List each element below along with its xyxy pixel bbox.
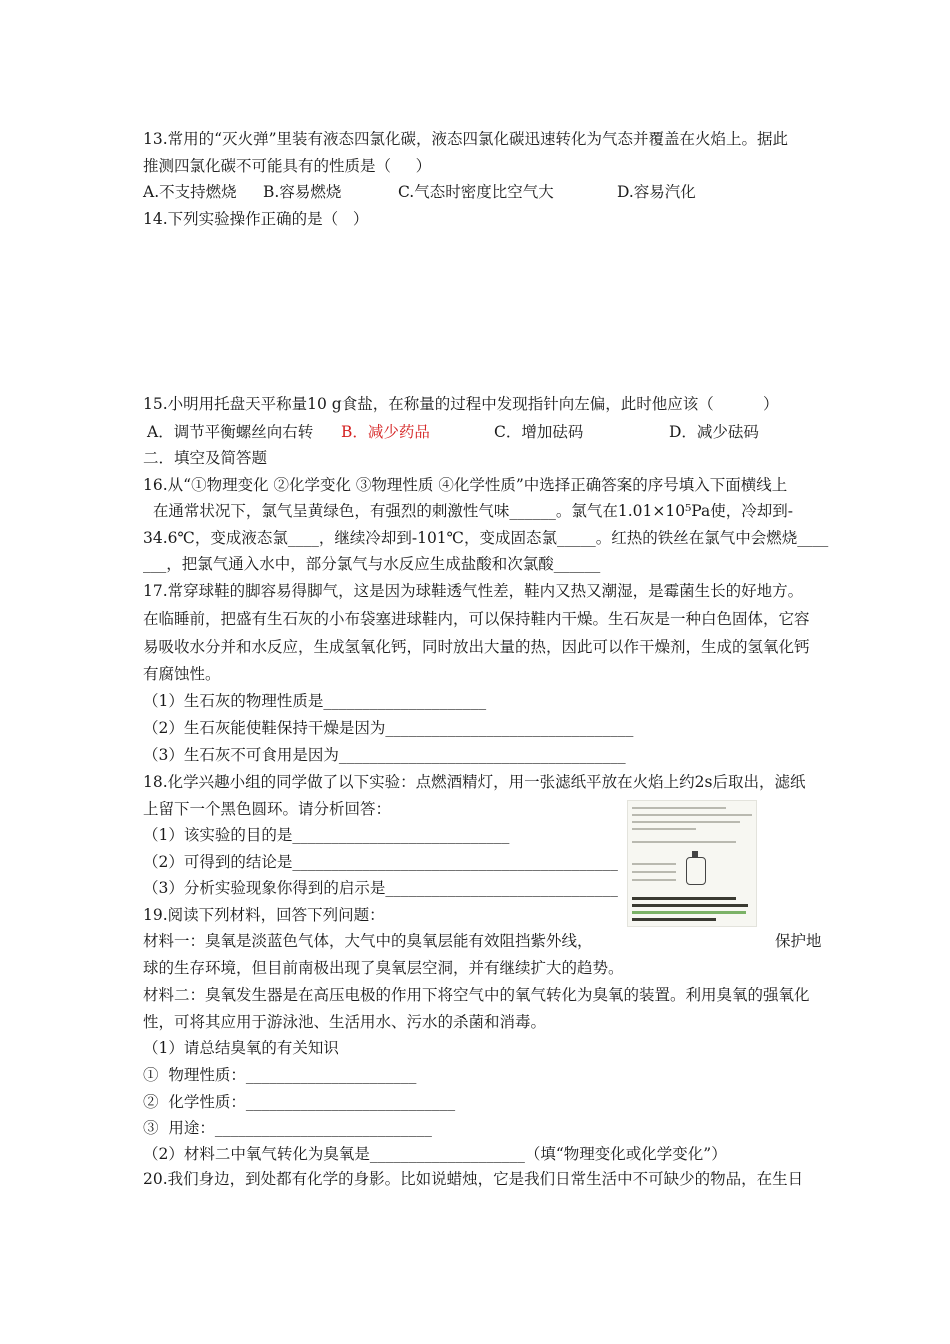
q18-sub-1: （1）该实验的目的是____________________________ [143,826,510,844]
q15-option-a: A．调节平衡螺丝向右转 [147,423,314,441]
q19-use: ③ 用途：____________________________ [143,1119,432,1137]
q19-physical: ① 物理性质：______________________ [143,1066,417,1084]
q17-line-1: 17.常穿球鞋的脚容易得脚气，这是因为球鞋透气性差，鞋内又热又潮湿，是霉菌生长的好地方。 [143,582,804,600]
q13-line-2: 推测四氯化碳不可能具有的性质是（ ） [143,157,432,175]
q17-sub-3: （3）生石灰不可食用是因为_____________________________________ [143,746,626,764]
q19-material-1-c: 球的生存环境，但目前南极出现了臭氧层空洞，并有继续扩大的趋势。 [143,959,624,977]
q16-line-2: 在通常状况下，氯气呈黄绿色，有强烈的刺激性气味______。氯气在1.01×10⁵Pa使，冷却到- [143,502,794,520]
q13-option-c: C.气态时密度比空气大 [398,183,554,201]
q13-option-b: B.容易燃烧 [263,183,342,201]
q13-option-d: D.容易汽化 [617,183,696,201]
q17-sub-1: （1）生石灰的物理性质是_____________________ [143,692,487,710]
q17-line-2: 在临睡前，把盛有生石灰的小布袋塞进球鞋内，可以保持鞋内干燥。生石灰是一种白色固体，它容 [143,610,810,628]
q19-material-1-b: 保护地 [775,932,822,950]
q17-line-4: 有腐蚀性。 [143,665,221,683]
q19-material-2-a: 材料二：臭氧发生器是在高压电极的作用下将空气中的氧气转化为臭氧的装置。利用臭氧的强氧化 [143,986,810,1004]
q13-line-1: 13.常用的“灭火弹”里装有液态四氯化碳，液态四氯化碳迅速转化为气态并覆盖在火焰上。据此 [143,130,789,148]
q14-line-1: 14.下列实验操作正确的是（ ） [143,210,369,228]
q20-line-1: 20.我们身边，到处都有化学的身影。比如说蜡烛，它是我们日常生活中不可缺少的物品，在生日 [143,1170,804,1188]
q16-line-1: 16.从“①物理变化 ②化学变化 ③物理性质 ④化学性质”中选择正确答案的序号填入下面横线上 [143,476,788,494]
q17-line-3: 易吸收水分并和水反应，生成氢氧化钙，同时放出大量的热，因此可以作干燥剂，生成的氢氧化钙 [143,638,810,656]
q19-sub-2: （2）材料二中氧气转化为臭氧是____________________（填“物理变化或化学变化”） [143,1145,727,1163]
q18-line-1: 18.化学兴趣小组的同学做了以下实验：点燃酒精灯，用一张滤纸平放在火焰上约2s后取出，滤纸 [143,773,806,791]
q16-line-3: 34.6℃，变成液态氯____，继续冷却到-101℃，变成固态氯_____。红热的铁丝在氯气中会燃烧____ [143,529,829,547]
q19-material-1-a: 材料一：臭氧是淡蓝色气体，大气中的臭氧层能有效阻挡紫外线， [143,932,593,950]
experiment-thumbnail-image [627,800,757,927]
q15-option-b: B．减少药品 [341,423,430,441]
q19-chemical: ② 化学性质：___________________________ [143,1093,456,1111]
q17-sub-2: （2）生石灰能使鞋保持干燥是因为________________________________ [143,719,634,737]
q18-sub-2: （2）可得到的结论是__________________________________________ [143,853,618,871]
q15-option-c: C．增加砝码 [494,423,584,441]
q18-sub-3: （3）分析实验现象你得到的启示是______________________________ [143,879,618,897]
q19-sub-1: （1）请总结臭氧的有关知识 [143,1039,339,1057]
q18-line-2: 上留下一个黑色圆环。请分析回答： [143,800,392,818]
section-heading: 二．填空及简答题 [143,449,268,467]
q13-option-a: A.不支持燃烧 [143,183,237,201]
q15-option-d: D．减少砝码 [669,423,759,441]
q15-line-1: 15.小明用托盘天平称量10 g食盐，在称量的过程中发现指针向左偏，此时他应该（ ） [143,395,779,413]
q19-material-2-b: 性，可将其应用于游泳池、生活用水、污水的杀菌和消毒。 [143,1013,547,1031]
q16-line-4: ___，把氯气通入水中，部分氯气与水反应生成盐酸和次氯酸______ [143,555,601,573]
q19-line-1: 19.阅读下列材料，回答下列问题： [143,906,385,924]
